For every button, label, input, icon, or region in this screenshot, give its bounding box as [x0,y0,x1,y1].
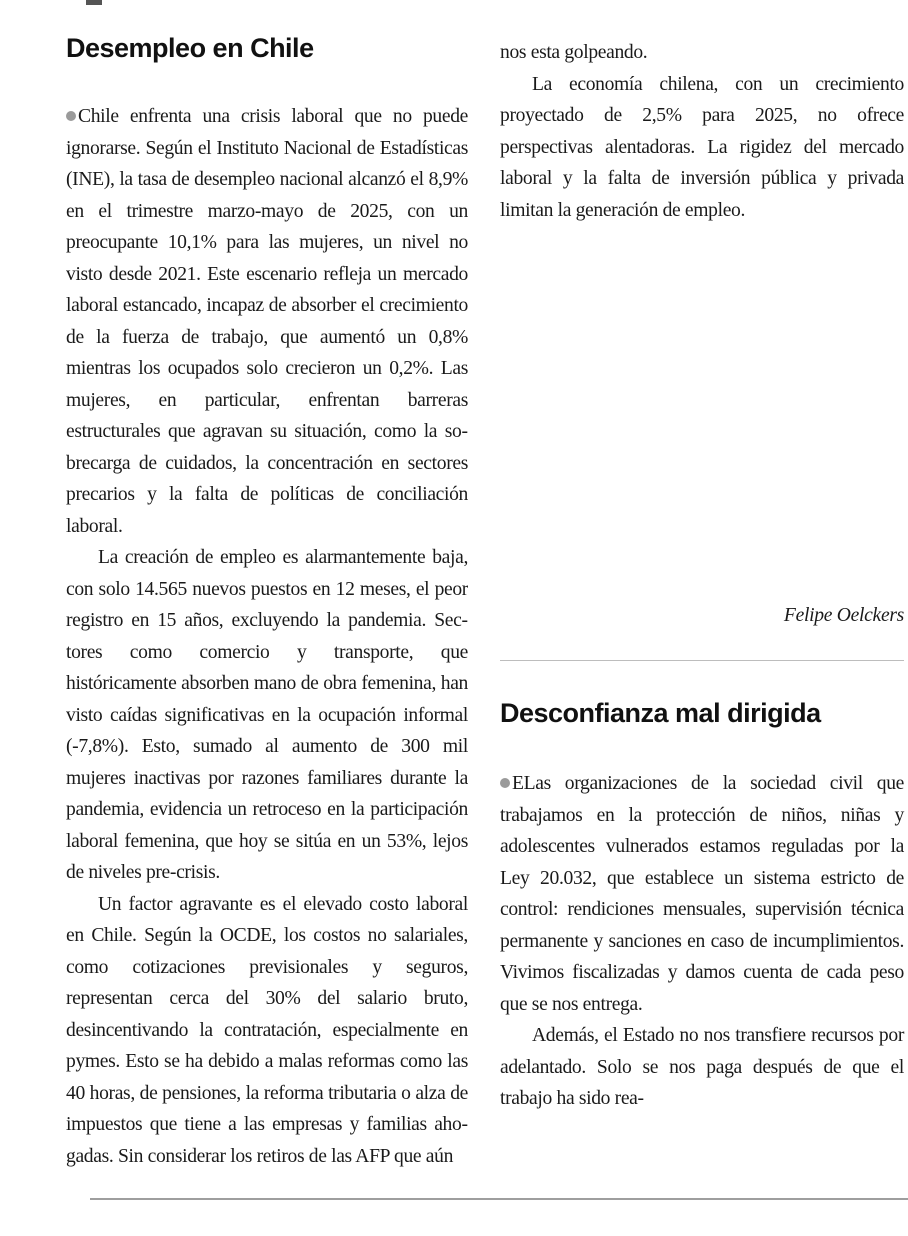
article-divider [500,660,904,661]
paragraph-3: Un factor agravante es el elevado costo laboral en Chile. Según la OCDE, los costos no salariales, como cotizaciones previsionales y seguros, representan cerca del 30% del salario bruto, desincentivando la contratación, especialmente en pymes. Esto se ha debido a malas reformas como las 40 horas, de pensiones, la reforma tributaria o alza de impuestos que tiene a las empresas y familias ahogadas. Sin considerar los retiros de las AFP que aún [66,893,468,1167]
paragraph-2: Además, el Estado no nos transfiere recursos por adelantado. Solo se nos paga después de que el trabajo ha sido rea- [500,1025,904,1109]
paragraph-1: ELas organizaciones de la sociedad civil que trabajamos en la protección de niños, niñas y adolescentes vulnerados estamos reguladas por la Ley 20.032, que establece un sistema estricto de control: rendiciones mensuales, supervisión técnica permanente y sanciones en caso de incumplimientos. Vivimos fiscalizadas y damos cuenta de cada peso que se nos entrega. [500,773,904,1015]
paragraph-2: La creación de empleo es alarmantemente baja, con solo 14.565 nuevos puestos en 12 meses, el peor registro en 15 años, excluyendo la pandemia. Sectores como comercio y transporte, que históricamente absorben mano de obra femenina, han visto caídas significativas en la ocupación informal (-7,8%). Esto, sumado al aumento de 300 mil mujeres inactivas por razones familiares durante la pandemia, evidencia un retroceso en la participación laboral femenina, que hoy se sitúa en un 53%, lejos de niveles pre-crisis. [66,547,468,883]
bottom-divider [90,1198,908,1200]
paragraph-1: Chile enfrenta una crisis laboral que no puede ignorarse. Según el Instituto Nacional de Estadísticas (INE), la tasa de desempleo nacional alcanzó el 8,9% en el trimestre marzo-mayo de 2025, con un preocupante 10,1% para las mujeres, un nivel no visto desde 2021. Este escenario refleja un mercado laboral estancado, incapaz de absorber el crecimiento de la fuerza de trabajo, que aumentó un 0,8% mientras los ocupados solo crecieron un 0,2%. Las mujeres, en particular, enfrentan barreras estructurales que agravan su situación, como la sobrecarga de cuidados, la concentración en sectores precarios y la falta de políticas de conciliación laboral. [66,106,468,537]
top-edge-mark [86,0,102,5]
paragraph-4: La economía chilena, con un crecimiento proyectado de 2,5% para 2025, no ofrece perspectivas alentadoras. La rigidez del mercado laboral y la falta de inversión pública y privada limitan la generación de empleo. [500,73,904,221]
article-desconfianza-body [500,768,904,1115]
headline-desempleo: Desempleo en Chile [66,33,314,63]
article-desempleo-continuation [500,37,904,226]
bullet-icon [66,111,76,121]
headline-desconfianza: Desconfianza mal dirigida [500,698,821,728]
paragraph-3-continued: nos esta golpeando. [500,42,648,63]
author-signature: Felipe Oelckers [783,605,904,626]
bullet-icon [500,778,510,788]
article-desempleo-body [66,101,468,1196]
